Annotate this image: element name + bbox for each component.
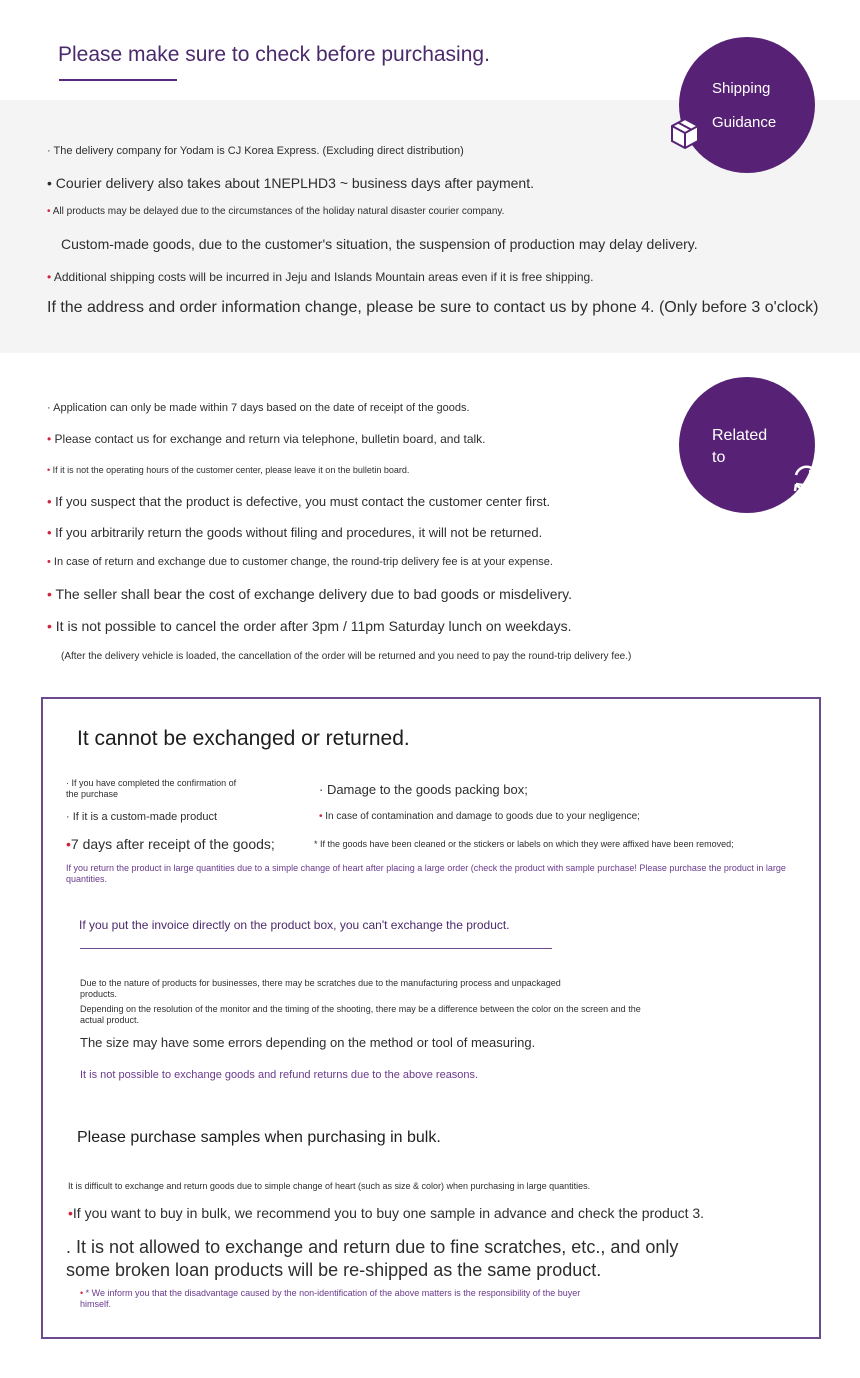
returns-item-6: • In case of return and exchange due to customer change, the round-trip delivery fee is at your expense. xyxy=(47,556,553,568)
no-exchange-left-1: · If you have completed the confirmation of the purchase xyxy=(66,778,237,799)
exchange-icon xyxy=(788,460,824,496)
no-exchange-right-1: · Damage to the goods packing box; xyxy=(319,782,528,797)
color-note: Depending on the resolution of the monitor and the timing of the shooting, there may be a difference between the color on the screen and the actual product. xyxy=(80,1004,641,1025)
no-exchange-right-3: * If the goods have been cleaned or the stickers or labels on which they were affixed have been removed; xyxy=(314,839,734,849)
returns-item-7: • The seller shall bear the cost of exchange delivery due to bad goods or misdelivery. xyxy=(47,586,573,602)
no-exchange-left-2: · If it is a custom-made product xyxy=(66,811,217,823)
badge-label-line1: Related xyxy=(712,427,768,444)
shipping-item-3: • All products may be delayed due to the circumstances of the holiday natural disaster courier company. xyxy=(47,206,505,217)
page-title: Please make sure to check before purchasing. xyxy=(58,43,490,66)
returns-item-3: • If it is not the operating hours of the customer center, please leave it on the bulletin board. xyxy=(47,465,410,475)
returns-item-1: · Application can only be made within 7 days based on the date of receipt of the goods. xyxy=(47,402,470,414)
bulk-return-note: If you return the product in large quantities due to a simple change of heart after placing a large order (check the product with sample purchase! Please purchase the product in large quantities. xyxy=(66,863,786,884)
returns-item-2: • Please contact us for exchange and return via telephone, bulletin board, and talk. xyxy=(47,432,486,446)
returns-item-4: • If you suspect that the product is defective, you must contact the customer center first. xyxy=(47,494,551,509)
badge-label-line1: Shipping xyxy=(712,80,771,97)
samples-item-3: . It is not allowed to exchange and return due to fine scratches, etc., and only some broken loan products will be re-shipped as the same product. xyxy=(66,1237,679,1280)
scratch-note: Due to the nature of products for businesses, there may be scratches due to the manufacturing process and unpackaged products. xyxy=(80,978,561,999)
badge-label-line2: Guidance xyxy=(712,114,777,131)
title-underline xyxy=(59,79,177,81)
shipping-item-2: • Courier delivery also takes about 1NEPLHD3 ~ business days after payment. xyxy=(47,175,534,191)
samples-title: Please purchase samples when purchasing in bulk. xyxy=(77,1129,441,1146)
no-exchange-title: It cannot be exchanged or returned. xyxy=(77,727,410,750)
shipping-item-6: If the address and order information change, please be sure to contact us by phone 4. (Only before 3 o'clock) xyxy=(47,299,819,316)
shipping-item-4: Custom-made goods, due to the customer's situation, the suspension of production may delay delivery. xyxy=(61,236,698,252)
package-icon xyxy=(668,116,702,150)
size-note: The size may have some errors depending on the method or tool of measuring. xyxy=(80,1035,536,1050)
badge-label-line2: to xyxy=(712,449,726,466)
shipping-guidance-badge xyxy=(679,37,815,173)
invoice-underline xyxy=(80,948,552,949)
samples-item-2: •If you want to buy in bulk, we recommend you to buy one sample in advance and check the product 3. xyxy=(68,1205,705,1221)
returns-item-9: (After the delivery vehicle is loaded, the cancellation of the order will be returned and you need to pay the round-trip delivery fee.) xyxy=(61,651,632,662)
shipping-item-1: · The delivery company for Yodam is CJ Korea Express. (Excluding direct distribution) xyxy=(47,145,464,157)
no-exchange-left-3: •7 days after receipt of the goods; xyxy=(66,836,275,852)
reason-note: It is not possible to exchange goods and refund returns due to the above reasons. xyxy=(80,1069,479,1081)
invoice-note: If you put the invoice directly on the product box, you can't exchange the product. xyxy=(79,918,510,932)
returns-item-8: • It is not possible to cancel the order after 3pm / 11pm Saturday lunch on weekdays. xyxy=(47,618,572,634)
no-exchange-right-2: • In case of contamination and damage to goods due to your negligence; xyxy=(319,811,640,822)
returns-item-5: • If you arbitrarily return the goods without filing and procedures, it will not be returned. xyxy=(47,525,543,540)
samples-item-1: It is difficult to exchange and return goods due to simple change of heart (such as size & color) when purchasing in large quantities. xyxy=(68,1181,591,1191)
shipping-item-5: • Additional shipping costs will be incurred in Jeju and Islands Mountain areas even if it is free shipping. xyxy=(47,270,594,284)
samples-item-4: • * We inform you that the disadvantage caused by the non-identification of the above matters is the responsibility of the buyer himself. xyxy=(80,1288,581,1309)
